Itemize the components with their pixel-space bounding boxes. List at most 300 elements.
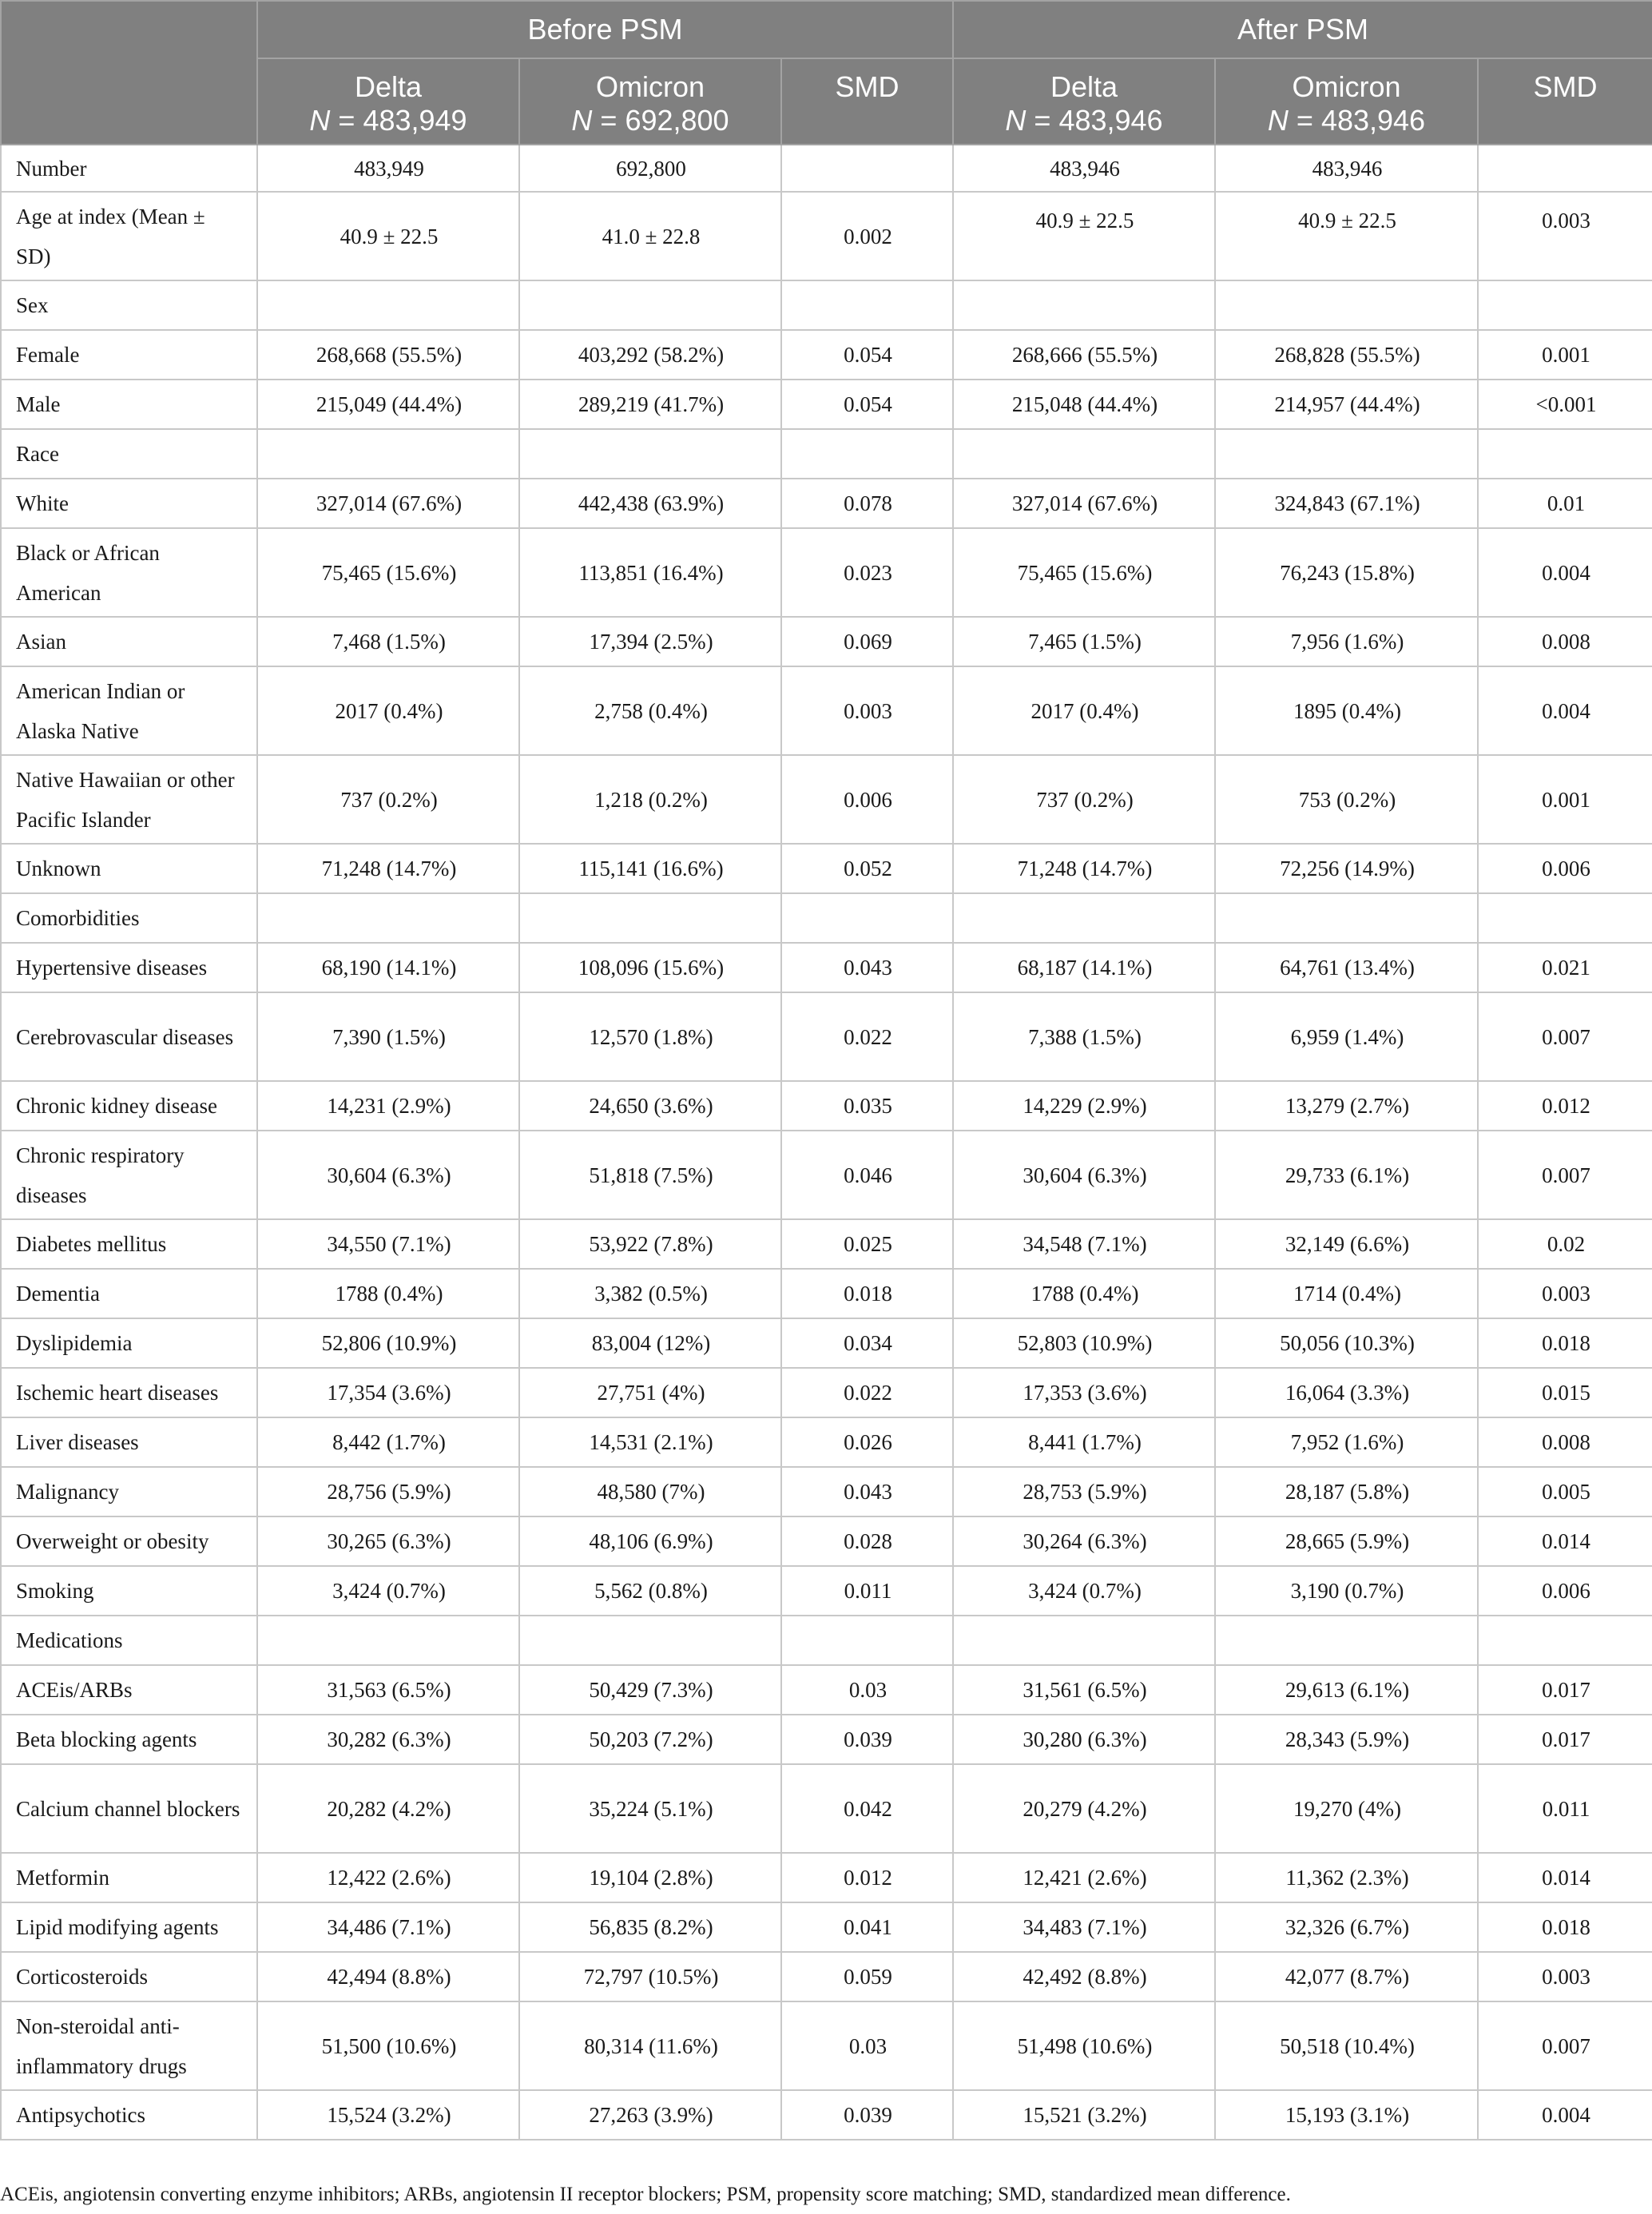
table-cell: 289,219 (41.7%) — [519, 380, 781, 429]
table-cell: 0.015 — [1478, 1368, 1652, 1417]
table-cell: 0.014 — [1478, 1853, 1652, 1902]
table-row — [1, 1219, 1652, 1269]
table-row — [1, 1853, 1652, 1902]
table-cell: 737 (0.2%) — [257, 755, 519, 844]
row-label: Comorbidities — [1, 893, 257, 943]
table-cell — [781, 145, 953, 192]
table-cell: 7,390 (1.5%) — [257, 992, 519, 1081]
table-cell — [1478, 893, 1652, 943]
table-cell: 0.03 — [781, 2001, 953, 2090]
table-cell: 20,282 (4.2%) — [257, 1764, 519, 1853]
table-cell: 214,957 (44.4%) — [1215, 380, 1478, 429]
table-cell: 51,498 (10.6%) — [953, 2001, 1215, 2090]
table-cell: 0.012 — [781, 1853, 953, 1902]
table-cell: 0.039 — [781, 1715, 953, 1764]
table-cell: 2017 (0.4%) — [257, 666, 519, 755]
row-label: Asian — [1, 617, 257, 666]
table-cell: 52,803 (10.9%) — [953, 1318, 1215, 1368]
row-label: Hypertensive diseases — [1, 943, 257, 992]
table-cell: 13,279 (2.7%) — [1215, 1081, 1478, 1131]
column-name: SMD — [1533, 70, 1598, 103]
table-cell: 0.001 — [1478, 755, 1652, 844]
table-cell: 0.003 — [1478, 192, 1652, 280]
column-name: SMD — [835, 70, 899, 103]
table-cell: 72,797 (10.5%) — [519, 1952, 781, 2001]
table-cell: 30,280 (6.3%) — [953, 1715, 1215, 1764]
table-row — [1, 1081, 1652, 1131]
table-row — [1, 1131, 1652, 1219]
table-cell: 0.034 — [781, 1318, 953, 1368]
table-cell: 24,650 (3.6%) — [519, 1081, 781, 1131]
table-cell: 50,203 (7.2%) — [519, 1715, 781, 1764]
table-cell: 0.007 — [1478, 2001, 1652, 2090]
table-cell: 0.002 — [781, 192, 953, 280]
table-cell: 442,438 (63.9%) — [519, 479, 781, 528]
table-cell: 0.003 — [781, 666, 953, 755]
table-cell: 483,946 — [953, 145, 1215, 192]
table-row — [1, 1318, 1652, 1368]
table-row — [1, 380, 1652, 429]
table-cell: 15,193 (3.1%) — [1215, 2090, 1478, 2140]
table-cell: 42,494 (8.8%) — [257, 1952, 519, 2001]
row-label: Unknown — [1, 844, 257, 893]
table-cell: 0.026 — [781, 1417, 953, 1467]
column-sample-size — [259, 104, 518, 137]
table-cell: <0.001 — [1478, 380, 1652, 429]
table-cell: 324,843 (67.1%) — [1215, 479, 1478, 528]
table-cell: 12,421 (2.6%) — [953, 1853, 1215, 1902]
table-row — [1, 330, 1652, 380]
row-label: Sex — [1, 280, 257, 330]
row-label: Female — [1, 330, 257, 380]
table-cell: 42,492 (8.8%) — [953, 1952, 1215, 2001]
table-cell: 28,756 (5.9%) — [257, 1467, 519, 1516]
table-row — [1, 1952, 1652, 2001]
row-label: Non-steroidal anti-inflammatory drugs — [1, 2001, 257, 2090]
table-cell: 0.004 — [1478, 666, 1652, 755]
table-cell: 48,106 (6.9%) — [519, 1516, 781, 1566]
row-label: Native Hawaiian or other Pacific Islander — [1, 755, 257, 844]
table-cell — [257, 280, 519, 330]
table-cell: 0.018 — [1478, 1902, 1652, 1952]
table-row — [1, 992, 1652, 1081]
table-cell — [1478, 1616, 1652, 1665]
table-cell: 34,486 (7.1%) — [257, 1902, 519, 1952]
table-cell: 0.007 — [1478, 1131, 1652, 1219]
table-cell: 72,256 (14.9%) — [1215, 844, 1478, 893]
table-cell — [519, 280, 781, 330]
table-cell: 28,665 (5.9%) — [1215, 1516, 1478, 1566]
table-cell — [257, 1616, 519, 1665]
table-cell: 268,666 (55.5%) — [953, 330, 1215, 380]
table-cell: 0.003 — [1478, 1952, 1652, 2001]
table-cell: 0.043 — [781, 943, 953, 992]
table-cell: 51,500 (10.6%) — [257, 2001, 519, 2090]
table-cell: 28,753 (5.9%) — [953, 1467, 1215, 1516]
table-row — [1, 1902, 1652, 1952]
table-cell: 15,521 (3.2%) — [953, 2090, 1215, 2140]
table-cell: 483,946 — [1215, 145, 1478, 192]
table-cell: 7,468 (1.5%) — [257, 617, 519, 666]
table-row — [1, 893, 1652, 943]
column-name: Omicron — [1292, 70, 1401, 103]
table-cell: 3,382 (0.5%) — [519, 1269, 781, 1318]
table-cell: 0.018 — [1478, 1318, 1652, 1368]
table-cell: 29,613 (6.1%) — [1215, 1665, 1478, 1715]
table-cell: 0.023 — [781, 528, 953, 617]
table-row — [1, 2001, 1652, 2090]
header-blank — [1, 1, 257, 145]
table-cell: 753 (0.2%) — [1215, 755, 1478, 844]
table-cell: 68,187 (14.1%) — [953, 943, 1215, 992]
table-cell: 0.039 — [781, 2090, 953, 2140]
table-cell: 83,004 (12%) — [519, 1318, 781, 1368]
table-cell: 6,959 (1.4%) — [1215, 992, 1478, 1081]
table-cell: 0.017 — [1478, 1665, 1652, 1715]
table-row — [1, 666, 1652, 755]
table-cell: 19,270 (4%) — [1215, 1764, 1478, 1853]
table-cell: 50,429 (7.3%) — [519, 1665, 781, 1715]
table-cell: 14,231 (2.9%) — [257, 1081, 519, 1131]
table-cell — [257, 893, 519, 943]
table-row — [1, 528, 1652, 617]
table-cell: 403,292 (58.2%) — [519, 330, 781, 380]
table-cell: 48,580 (7%) — [519, 1467, 781, 1516]
table-cell: 34,550 (7.1%) — [257, 1219, 519, 1269]
table-cell: 1895 (0.4%) — [1215, 666, 1478, 755]
table-cell: 12,422 (2.6%) — [257, 1853, 519, 1902]
table-cell: 1,218 (0.2%) — [519, 755, 781, 844]
sample-size-label: N — [571, 104, 593, 137]
table-cell: 30,282 (6.3%) — [257, 1715, 519, 1764]
table-cell: 0.014 — [1478, 1516, 1652, 1566]
table-cell: 34,548 (7.1%) — [953, 1219, 1215, 1269]
table-cell: 0.022 — [781, 1368, 953, 1417]
table-cell: 75,465 (15.6%) — [257, 528, 519, 617]
table-cell: 11,362 (2.3%) — [1215, 1853, 1478, 1902]
table-cell: 327,014 (67.6%) — [257, 479, 519, 528]
table-cell: 30,604 (6.3%) — [257, 1131, 519, 1219]
table-cell: 7,952 (1.6%) — [1215, 1417, 1478, 1467]
table-cell: 34,483 (7.1%) — [953, 1902, 1215, 1952]
table-cell: 27,751 (4%) — [519, 1368, 781, 1417]
table-cell: 0.004 — [1478, 528, 1652, 617]
row-label: Smoking — [1, 1566, 257, 1616]
table-cell — [1215, 280, 1478, 330]
row-label: Antipsychotics — [1, 2090, 257, 2140]
table-cell: 17,354 (3.6%) — [257, 1368, 519, 1417]
table-cell: 0.011 — [1478, 1764, 1652, 1853]
table-cell: 3,424 (0.7%) — [257, 1566, 519, 1616]
sample-size-value: = 483,949 — [338, 104, 467, 137]
group-header-before-psm: Before PSM — [257, 1, 953, 58]
table-row — [1, 755, 1652, 844]
table-cell — [519, 429, 781, 479]
column-name: Delta — [1050, 70, 1118, 103]
table-cell: 76,243 (15.8%) — [1215, 528, 1478, 617]
column-header-omicron-before — [519, 58, 781, 145]
table-row — [1, 1566, 1652, 1616]
table-cell: 7,956 (1.6%) — [1215, 617, 1478, 666]
table-cell: 0.006 — [1478, 1566, 1652, 1616]
table-row — [1, 192, 1652, 280]
column-header-omicron-after — [1215, 58, 1478, 145]
table-cell — [953, 429, 1215, 479]
table-row — [1, 1516, 1652, 1566]
table-cell: 1788 (0.4%) — [257, 1269, 519, 1318]
table-cell — [953, 893, 1215, 943]
table-cell: 32,326 (6.7%) — [1215, 1902, 1478, 1952]
sample-size-label: N — [1005, 104, 1027, 137]
column-header-delta-before — [257, 58, 519, 145]
table-row — [1, 1764, 1652, 1853]
table-cell: 0.017 — [1478, 1715, 1652, 1764]
table-row — [1, 479, 1652, 528]
table-cell: 12,570 (1.8%) — [519, 992, 781, 1081]
table-row — [1, 1715, 1652, 1764]
table-cell — [781, 893, 953, 943]
column-sample-size — [1217, 104, 1476, 137]
table-cell: 2,758 (0.4%) — [519, 666, 781, 755]
table-cell: 30,604 (6.3%) — [953, 1131, 1215, 1219]
table-cell: 483,949 — [257, 145, 519, 192]
table-row — [1, 617, 1652, 666]
table-cell: 7,388 (1.5%) — [953, 992, 1215, 1081]
row-label: Dementia — [1, 1269, 257, 1318]
table-cell: 0.005 — [1478, 1467, 1652, 1516]
table-cell: 41.0 ± 22.8 — [519, 192, 781, 280]
table-cell: 0.012 — [1478, 1081, 1652, 1131]
table-row — [1, 1616, 1652, 1665]
table-cell — [1215, 893, 1478, 943]
table-cell: 20,279 (4.2%) — [953, 1764, 1215, 1853]
table-cell: 327,014 (67.6%) — [953, 479, 1215, 528]
table-cell: 0.043 — [781, 1467, 953, 1516]
table-cell: 0.008 — [1478, 1417, 1652, 1467]
row-label: Male — [1, 380, 257, 429]
table-cell: 3,424 (0.7%) — [953, 1566, 1215, 1616]
table-cell: 71,248 (14.7%) — [953, 844, 1215, 893]
row-label: Diabetes mellitus — [1, 1219, 257, 1269]
table-cell: 75,465 (15.6%) — [953, 528, 1215, 617]
table-cell: 0.052 — [781, 844, 953, 893]
column-header-smd-before — [781, 58, 953, 145]
table-cell: 0.054 — [781, 330, 953, 380]
group-header-after-psm: After PSM — [953, 1, 1652, 58]
table-row — [1, 1417, 1652, 1467]
sample-size-label: N — [1267, 104, 1289, 137]
table-row — [1, 2090, 1652, 2140]
table-cell: 0.022 — [781, 992, 953, 1081]
table-cell: 52,806 (10.9%) — [257, 1318, 519, 1368]
table-cell: 2017 (0.4%) — [953, 666, 1215, 755]
table-cell: 19,104 (2.8%) — [519, 1853, 781, 1902]
table-cell: 8,441 (1.7%) — [953, 1417, 1215, 1467]
table-cell: 64,761 (13.4%) — [1215, 943, 1478, 992]
table-cell: 32,149 (6.6%) — [1215, 1219, 1478, 1269]
table-cell: 56,835 (8.2%) — [519, 1902, 781, 1952]
table-cell: 737 (0.2%) — [953, 755, 1215, 844]
table-cell: 28,187 (5.8%) — [1215, 1467, 1478, 1516]
table-cell: 27,263 (3.9%) — [519, 2090, 781, 2140]
row-label: Overweight or obesity — [1, 1516, 257, 1566]
table-cell: 0.041 — [781, 1902, 953, 1952]
table-cell: 0.035 — [781, 1081, 953, 1131]
table-row — [1, 844, 1652, 893]
table-cell: 30,264 (6.3%) — [953, 1516, 1215, 1566]
table-cell: 14,229 (2.9%) — [953, 1081, 1215, 1131]
table-cell: 17,353 (3.6%) — [953, 1368, 1215, 1417]
table-cell: 0.01 — [1478, 479, 1652, 528]
table-cell: 50,056 (10.3%) — [1215, 1318, 1478, 1368]
table-cell — [1215, 1616, 1478, 1665]
table-cell: 15,524 (3.2%) — [257, 2090, 519, 2140]
table-cell: 0.018 — [781, 1269, 953, 1318]
table-cell: 0.007 — [1478, 992, 1652, 1081]
table-cell: 80,314 (11.6%) — [519, 2001, 781, 2090]
table-cell: 215,048 (44.4%) — [953, 380, 1215, 429]
sample-size-value: = 483,946 — [1296, 104, 1426, 137]
row-label: Chronic respiratory diseases — [1, 1131, 257, 1219]
table-row — [1, 943, 1652, 992]
table-cell: 51,818 (7.5%) — [519, 1131, 781, 1219]
table-cell: 0.02 — [1478, 1219, 1652, 1269]
table-cell: 692,800 — [519, 145, 781, 192]
table-cell: 53,922 (7.8%) — [519, 1219, 781, 1269]
table-cell: 40.9 ± 22.5 — [1215, 192, 1478, 280]
table-cell: 0.021 — [1478, 943, 1652, 992]
table-cell: 28,343 (5.9%) — [1215, 1715, 1478, 1764]
table-cell: 16,064 (3.3%) — [1215, 1368, 1478, 1417]
table-cell — [1478, 280, 1652, 330]
row-label: Age at index (Mean ± SD) — [1, 192, 257, 280]
table-cell: 68,190 (14.1%) — [257, 943, 519, 992]
table-cell: 42,077 (8.7%) — [1215, 1952, 1478, 2001]
table-cell: 50,518 (10.4%) — [1215, 2001, 1478, 2090]
table-cell: 0.054 — [781, 380, 953, 429]
table-row — [1, 280, 1652, 330]
table-row — [1, 429, 1652, 479]
table-cell: 215,049 (44.4%) — [257, 380, 519, 429]
table-cell: 14,531 (2.1%) — [519, 1417, 781, 1467]
table-cell: 0.042 — [781, 1764, 953, 1853]
table-cell: 0.03 — [781, 1665, 953, 1715]
table-cell — [781, 280, 953, 330]
table-cell: 108,096 (15.6%) — [519, 943, 781, 992]
row-label: Cerebrovascular diseases — [1, 992, 257, 1081]
row-label: Lipid modifying agents — [1, 1902, 257, 1952]
table-cell — [781, 429, 953, 479]
table-cell: 0.004 — [1478, 2090, 1652, 2140]
table-cell: 0.059 — [781, 1952, 953, 2001]
table-cell: 268,668 (55.5%) — [257, 330, 519, 380]
table-cell: 0.025 — [781, 1219, 953, 1269]
row-label: Ischemic heart diseases — [1, 1368, 257, 1417]
row-label: Dyslipidemia — [1, 1318, 257, 1368]
table-cell: 30,265 (6.3%) — [257, 1516, 519, 1566]
row-label: Beta blocking agents — [1, 1715, 257, 1764]
table-cell: 0.008 — [1478, 617, 1652, 666]
table-row — [1, 1368, 1652, 1417]
table-cell: 0.006 — [781, 755, 953, 844]
table-row — [1, 1665, 1652, 1715]
table-cell: 0.003 — [1478, 1269, 1652, 1318]
table-cell: 31,561 (6.5%) — [953, 1665, 1215, 1715]
table-cell: 0.069 — [781, 617, 953, 666]
table-cell: 71,248 (14.7%) — [257, 844, 519, 893]
row-label: Medications — [1, 1616, 257, 1665]
column-name: Delta — [354, 70, 423, 103]
table-cell: 29,733 (6.1%) — [1215, 1131, 1478, 1219]
sample-size-label: N — [309, 104, 331, 137]
row-label: White — [1, 479, 257, 528]
table-cell: 0.006 — [1478, 844, 1652, 893]
table-cell — [519, 893, 781, 943]
sample-size-value: = 483,946 — [1034, 104, 1163, 137]
table-footnote: ACEis, angiotensin converting enzyme inhibitors; ARBs, angiotensin II receptor blockers; PSM, propensity score matching; SMD, standardized mean difference. — [0, 2184, 1291, 2205]
table-cell: 17,394 (2.5%) — [519, 617, 781, 666]
table-cell: 3,190 (0.7%) — [1215, 1566, 1478, 1616]
column-header-smd-after — [1478, 58, 1652, 145]
table-row — [1, 1467, 1652, 1516]
row-label: American Indian or Alaska Native — [1, 666, 257, 755]
table-cell — [1478, 429, 1652, 479]
table-cell: 5,562 (0.8%) — [519, 1566, 781, 1616]
table-cell — [953, 1616, 1215, 1665]
table-cell: 0.078 — [781, 479, 953, 528]
table-cell: 7,465 (1.5%) — [953, 617, 1215, 666]
table-cell: 40.9 ± 22.5 — [953, 192, 1215, 280]
table-cell: 31,563 (6.5%) — [257, 1665, 519, 1715]
table-row — [1, 1269, 1652, 1318]
column-header-delta-after — [953, 58, 1215, 145]
table-cell — [1478, 145, 1652, 192]
row-label: Malignancy — [1, 1467, 257, 1516]
column-sample-size — [955, 104, 1213, 137]
row-label: Black or African American — [1, 528, 257, 617]
sample-size-value: = 692,800 — [600, 104, 729, 137]
table-cell: 40.9 ± 22.5 — [257, 192, 519, 280]
table-cell — [953, 280, 1215, 330]
table-cell: 0.028 — [781, 1516, 953, 1566]
row-label: Metformin — [1, 1853, 257, 1902]
column-name: Omicron — [595, 70, 705, 103]
table-cell: 1788 (0.4%) — [953, 1269, 1215, 1318]
row-label: Chronic kidney disease — [1, 1081, 257, 1131]
column-sample-size — [521, 104, 780, 137]
table-cell — [519, 1616, 781, 1665]
row-label: Number — [1, 145, 257, 192]
table-cell: 8,442 (1.7%) — [257, 1417, 519, 1467]
table-row — [1, 145, 1652, 192]
table-cell: 0.011 — [781, 1566, 953, 1616]
table-cell: 115,141 (16.6%) — [519, 844, 781, 893]
table-cell — [1215, 429, 1478, 479]
table-cell: 0.001 — [1478, 330, 1652, 380]
row-label: Corticosteroids — [1, 1952, 257, 2001]
table-cell — [781, 1616, 953, 1665]
table-cell: 268,828 (55.5%) — [1215, 330, 1478, 380]
table-cell: 35,224 (5.1%) — [519, 1764, 781, 1853]
row-label: Calcium channel blockers — [1, 1764, 257, 1853]
table-cell: 113,851 (16.4%) — [519, 528, 781, 617]
table-cell: 1714 (0.4%) — [1215, 1269, 1478, 1318]
row-label: Liver diseases — [1, 1417, 257, 1467]
table-cell — [257, 429, 519, 479]
row-label: Race — [1, 429, 257, 479]
table-cell: 0.046 — [781, 1131, 953, 1219]
row-label: ACEis/ARBs — [1, 1665, 257, 1715]
